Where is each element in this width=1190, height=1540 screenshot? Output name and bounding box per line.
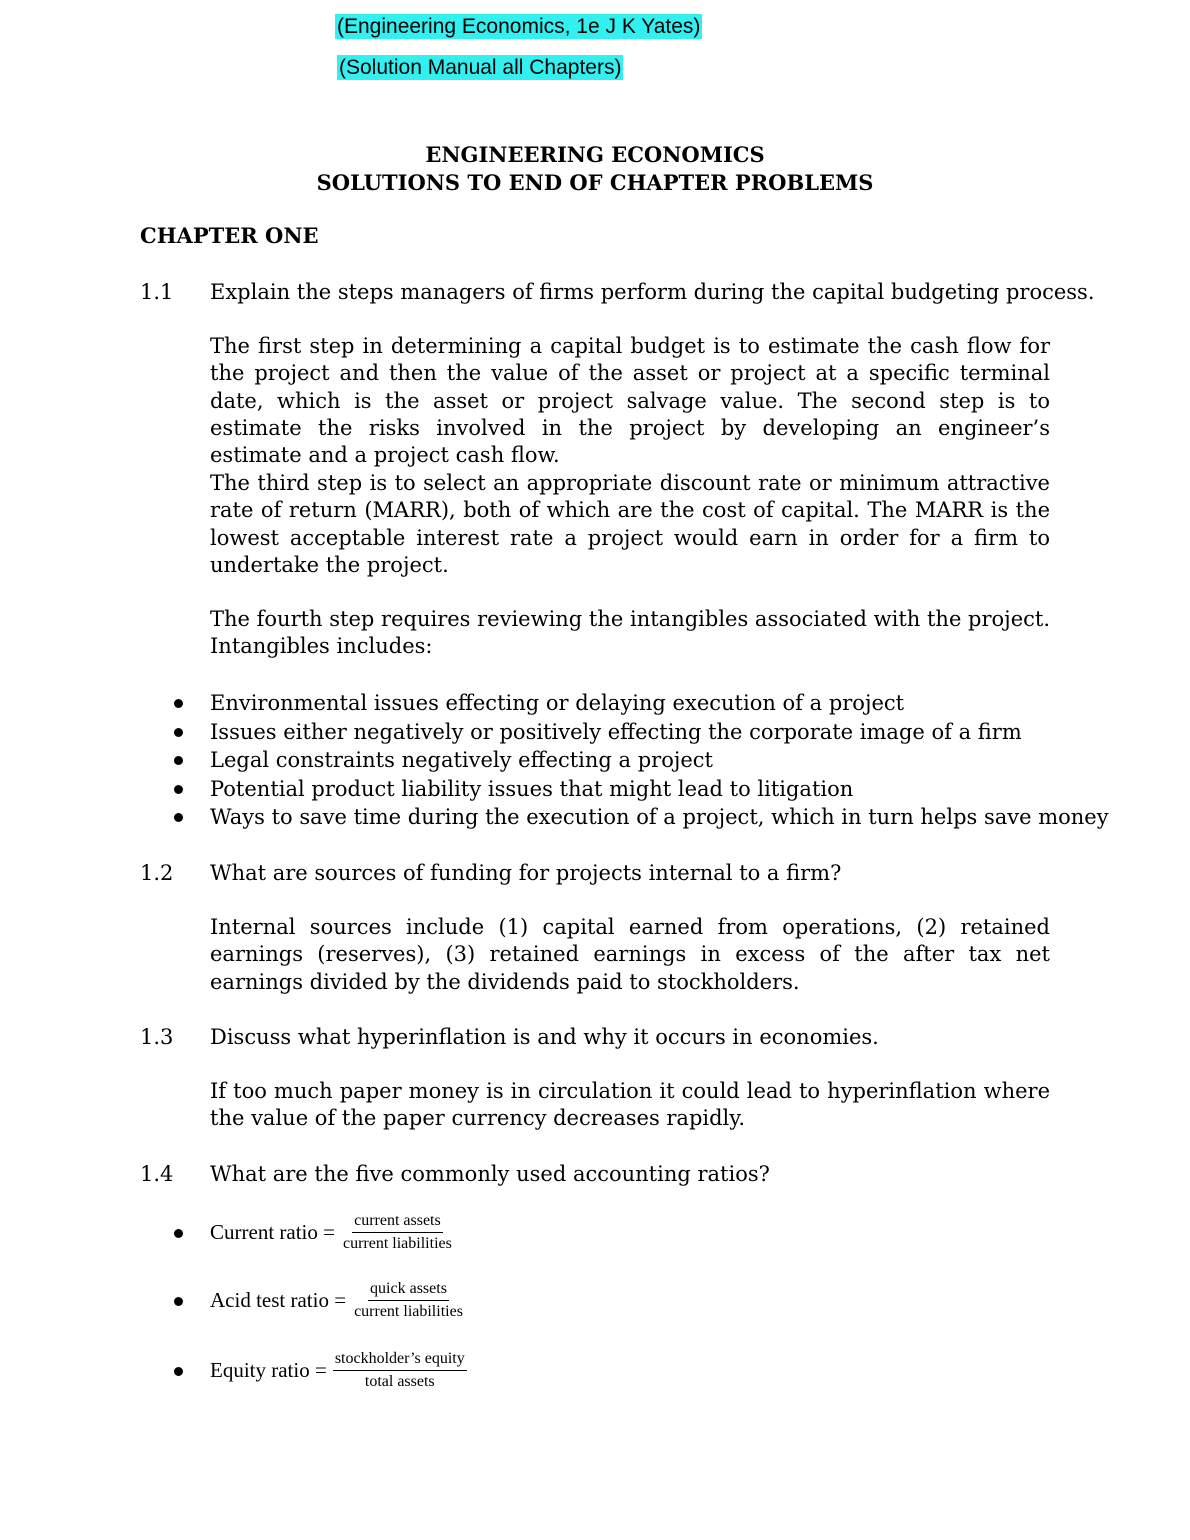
ratio-formula xyxy=(210,1278,465,1323)
fraction-numerator: stockholder’s equity xyxy=(333,1348,467,1371)
list-item xyxy=(210,775,1109,804)
list-item xyxy=(210,689,1109,718)
list-item xyxy=(210,718,1109,747)
ratio-label: Acid test ratio = xyxy=(210,1288,347,1312)
question-number: 1.2 xyxy=(140,861,174,885)
ratio-label: Equity ratio = xyxy=(210,1358,327,1382)
chapter-heading: CHAPTER ONE xyxy=(140,223,319,248)
book-title-highlight: (Engineering Economics, 1e J K Yates) xyxy=(337,15,701,38)
document-subtitle: SOLUTIONS TO END OF CHAPTER PROBLEMS xyxy=(316,170,874,195)
bullet-icon xyxy=(174,785,183,794)
intangibles-list xyxy=(210,689,1109,832)
bullet-icon xyxy=(174,699,183,708)
bullet-icon xyxy=(174,756,183,765)
bullet-icon xyxy=(174,1297,183,1306)
document-title: ENGINEERING ECONOMICS xyxy=(425,142,765,167)
answer-paragraph: The first step in determining a capital budget is to estimate the cash flow for the project and then the value of the asset or project at a specific terminal date, which is the asset or project salvage value. The second step is to estimate the risks involved in the project by developing an engineer’s estimate and a project cash flow. xyxy=(210,334,1050,468)
question-number: 1.1 xyxy=(140,280,174,304)
answer-paragraph: The third step is to select an appropriate discount rate or minimum attractive rate of return (MARR), both of which are the cost of capital. The MARR is the lowest acceptable interest rate a project would earn in order for a firm to undertake the project. xyxy=(210,471,1050,577)
fraction-numerator: current assets xyxy=(352,1210,443,1233)
fraction-denominator: current liabilities xyxy=(342,1235,452,1252)
list-item-text: Ways to save time during the execution of a project, which in turn helps save money xyxy=(210,805,1109,830)
question-text: What are sources of funding for projects internal to a firm? xyxy=(210,861,842,885)
list-item-text: Legal constraints negatively effecting a project xyxy=(210,748,713,773)
fraction xyxy=(352,1278,465,1323)
ratio-label: Current ratio = xyxy=(210,1220,335,1244)
fraction-numerator: quick assets xyxy=(368,1278,449,1301)
answer-paragraph: The fourth step requires reviewing the intangibles associated with the project. Intangibles includes: xyxy=(210,607,1050,659)
manual-title-highlight: (Solution Manual all Chapters) xyxy=(339,56,622,79)
list-item-text: Potential product liability issues that might lead to litigation xyxy=(210,776,854,801)
bullet-icon xyxy=(174,813,183,822)
answer-paragraph: If too much paper money is in circulation it could lead to hyperinflation where the value of the paper currency decreases rapidly. xyxy=(210,1079,1050,1131)
ratio-formula xyxy=(210,1348,467,1393)
list-item xyxy=(210,746,1109,775)
list-item xyxy=(210,803,1109,832)
fraction xyxy=(341,1210,454,1255)
question-number: 1.3 xyxy=(140,1025,174,1049)
question-text: Discuss what hyperinflation is and why it occurs in economies. xyxy=(210,1025,879,1049)
question-text: What are the five commonly used accounting ratios? xyxy=(210,1162,770,1186)
fraction-denominator: current liabilities xyxy=(354,1303,463,1320)
bullet-icon xyxy=(174,1229,183,1238)
fraction-denominator: total assets xyxy=(364,1373,435,1390)
fraction xyxy=(333,1348,467,1393)
question-text: Explain the steps managers of firms perform during the capital budgeting process. xyxy=(210,280,1095,304)
ratio-formula xyxy=(210,1210,454,1255)
question-number: 1.4 xyxy=(140,1162,174,1186)
list-item-text: Issues either negatively or positively effecting the corporate image of a firm xyxy=(210,719,1022,744)
bullet-icon xyxy=(174,1367,183,1376)
list-item-text: Environmental issues effecting or delaying execution of a project xyxy=(210,691,905,715)
bullet-icon xyxy=(174,728,183,737)
answer-paragraph: Internal sources include (1) capital earned from operations, (2) retained earnings (reserves), (3) retained earnings in excess of the after tax net earnings divided by the dividends paid to stockholders. xyxy=(210,915,1050,994)
